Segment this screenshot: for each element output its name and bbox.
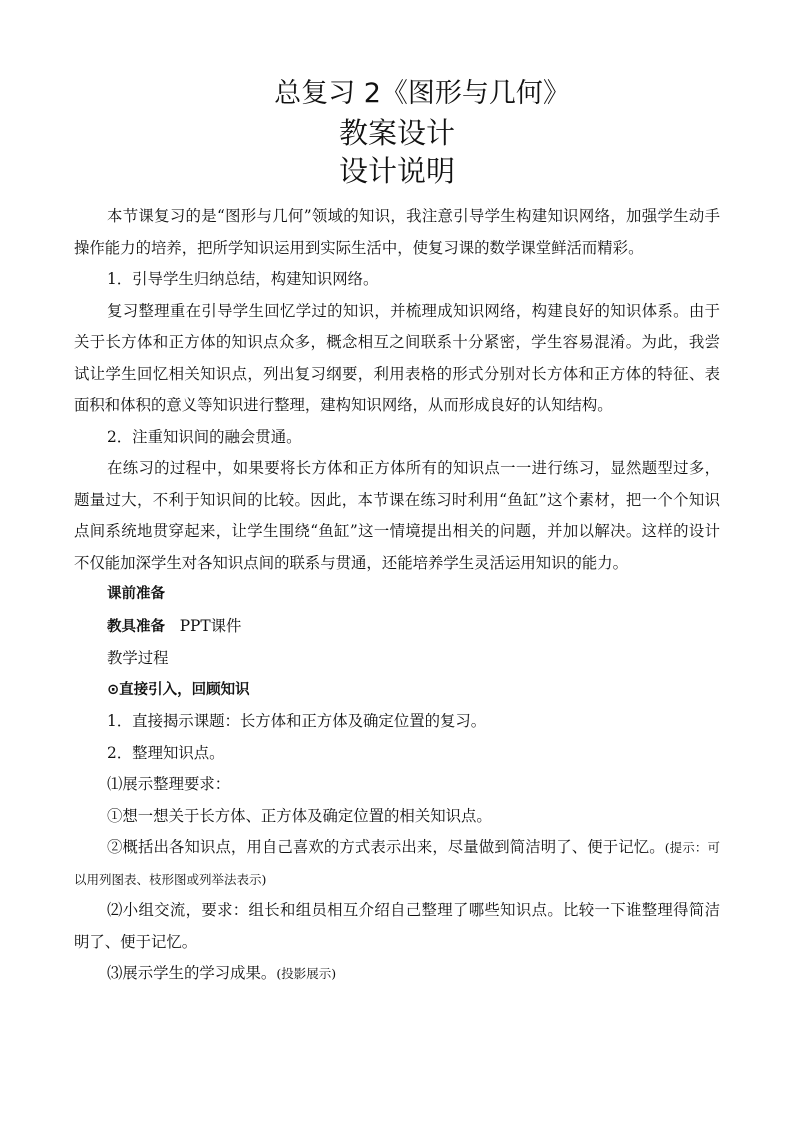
- step-2: 2．整理知识点。: [107, 743, 225, 762]
- process-heading: 教学过程: [107, 649, 169, 667]
- point-1-heading: 1．引导学生归纳总结，构建知识网络。: [107, 270, 379, 288]
- main-title: 总复习 2《图形与几何》: [274, 78, 570, 109]
- subtitle-design-notes: 设计说明: [338, 154, 455, 188]
- sub-item-2: ⑵小组交流，要求：组长和组员相互介绍自己整理了哪些知识点。比较一下谁整理得简洁明了、便于记忆。: [74, 901, 720, 951]
- section-1-heading: ⊙直接引入，回顾知识: [107, 681, 250, 698]
- sub-item-3-text: ⑶展示学生的学习成果。: [107, 964, 277, 982]
- tools-label: 教具准备: [107, 618, 165, 635]
- step-1: 1．直接揭示课题：长方体和正方体及确定位置的复习。: [107, 712, 487, 730]
- sub-item-3-note: (投影展示): [276, 966, 337, 981]
- tools-value: PPT课件: [179, 616, 242, 635]
- tools-line: [74, 611, 720, 644]
- point-1-paragraph: 复习整理重在引导学生回忆学过的知识，并梳理成知识网络，构建良好的知识体系。由于关于长方体和正方体的知识点众多，概念相互之间联系十分紧密，学生容易混淆。为此，我尝试让学生回忆相关知识点，列出复习纲要，利用表格的形式分别对长方体和正方体的特征、表面积和体积的意义等知识进行整理，建构知识网络，从而形成良好的认知结构。: [74, 301, 720, 414]
- title-block: [0, 76, 794, 190]
- prep-heading: 课前准备: [107, 586, 165, 602]
- document-body: [74, 201, 720, 990]
- sub-item-1: ⑴展示整理要求：: [107, 775, 231, 793]
- requirement-2-text: ②概括出各知识点，用自己喜欢的方式表示出来，尽量做到简洁明了、便于记忆。: [107, 838, 665, 856]
- point-2-paragraph: 在练习的过程中，如果要将长方体和正方体所有的知识点一一进行练习，显然题型过多，题量过大，不利于知识间的比较。因此，本节课在练习时利用“鱼缸”这个素材，把一个个知识点间系统地贯穿起来，让学生围绕“鱼缸”这一情境提出相关的问题，并加以解决。这样的设计不仅能加深学生对各知识点间的联系与贯通，还能培养学生灵活运用知识的能力。: [74, 459, 720, 572]
- requirement-1: ①想一想关于长方体、正方体及确定位置的相关知识点。: [107, 806, 492, 825]
- intro-paragraph: 本节课复习的是“图形与几何”领域的知识，我注意引导学生构建知识网络，加强学生动手操作能力的培养，把所学知识运用到实际生活中，使复习课的数学课堂鲜活而精彩。: [74, 207, 720, 257]
- point-2-heading: 2．注重知识间的融会贯通。: [107, 427, 302, 446]
- requirement-2: [74, 832, 720, 895]
- sub-item-3: [74, 958, 720, 990]
- subtitle-lesson-plan: 教案设计: [338, 116, 455, 150]
- requirement-2-note: (提示：可以用列图表、枝形图或列举法表示): [74, 840, 720, 887]
